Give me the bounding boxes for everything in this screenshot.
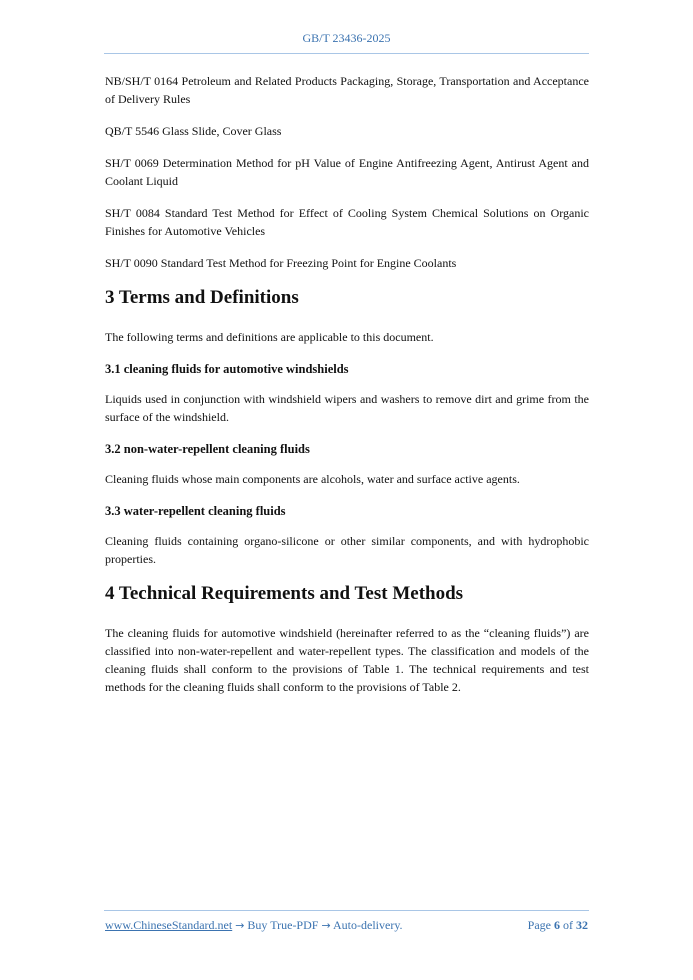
auto-delivery-text: Auto-delivery. xyxy=(333,918,403,932)
of-label: of xyxy=(563,918,573,932)
buy-true-pdf-link[interactable]: Buy True-PDF xyxy=(247,918,319,932)
term-3-3-definition: Cleaning fluids containing organo-silicone or other similar components, and with hydrophobic properties. xyxy=(105,534,589,566)
page-content xyxy=(105,72,589,710)
section-4-heading: 4 Technical Requirements and Test Methods xyxy=(105,583,464,604)
term-3-1-definition: Liquids used in conjunction with windshield wipers and washers to remove dirt and grime from the surface of the windshield. xyxy=(105,392,589,424)
section-3-heading: 3 Terms and Definitions xyxy=(105,287,299,308)
reference-qb-t-5546: QB/T 5546 Glass Slide, Cover Glass xyxy=(105,124,282,138)
reference-sh-t-0090: SH/T 0090 Standard Test Method for Freezing Point for Engine Coolants xyxy=(105,256,457,270)
reference-nb-sh-t-0164: NB/SH/T 0164 Petroleum and Related Products Packaging, Storage, Transportation and Acceptance of Delivery Rules xyxy=(105,74,589,106)
arrow-right-icon: → xyxy=(235,919,245,932)
reference-sh-t-0069: SH/T 0069 Determination Method for pH Value of Engine Antifreezing Agent, Antirust Agent and Coolant Liquid xyxy=(105,156,589,188)
running-header: GB/T 23436-2025 xyxy=(302,31,391,45)
header-divider xyxy=(104,53,589,54)
page-number: 6 xyxy=(554,918,560,932)
total-pages: 32 xyxy=(576,918,588,932)
term-3-1-heading: 3.1 cleaning fluids for automotive windshields xyxy=(105,362,349,376)
term-3-2-heading: 3.2 non-water-repellent cleaning fluids xyxy=(105,442,310,456)
reference-sh-t-0084: SH/T 0084 Standard Test Method for Effect of Cooling System Chemical Solutions on Organic Finishes for Automotive Vehicles xyxy=(105,206,589,238)
term-3-3-heading: 3.3 water-repellent cleaning fluids xyxy=(105,504,286,518)
term-3-2-definition: Cleaning fluids whose main components are alcohols, water and surface active agents. xyxy=(105,472,520,486)
section-3-intro: The following terms and definitions are applicable to this document. xyxy=(105,330,434,344)
section-4-text: The cleaning fluids for automotive windshield (hereinafter referred to as the “cleaning fluids”) are classified into non-water-repellent and water-repellent types. The classification and models of the cleaning fluids shall conform to the provisions of Table 1. The technical requirements and test methods for the cleaning fluids shall conform to the provisions of Table 2. xyxy=(105,626,589,694)
arrow-right-icon: → xyxy=(321,919,331,932)
page-indicator xyxy=(528,918,588,933)
footer-divider xyxy=(104,910,589,911)
page-label: Page xyxy=(527,918,551,932)
footer-links xyxy=(105,918,403,933)
site-link[interactable]: www.ChineseStandard.net xyxy=(105,918,233,932)
